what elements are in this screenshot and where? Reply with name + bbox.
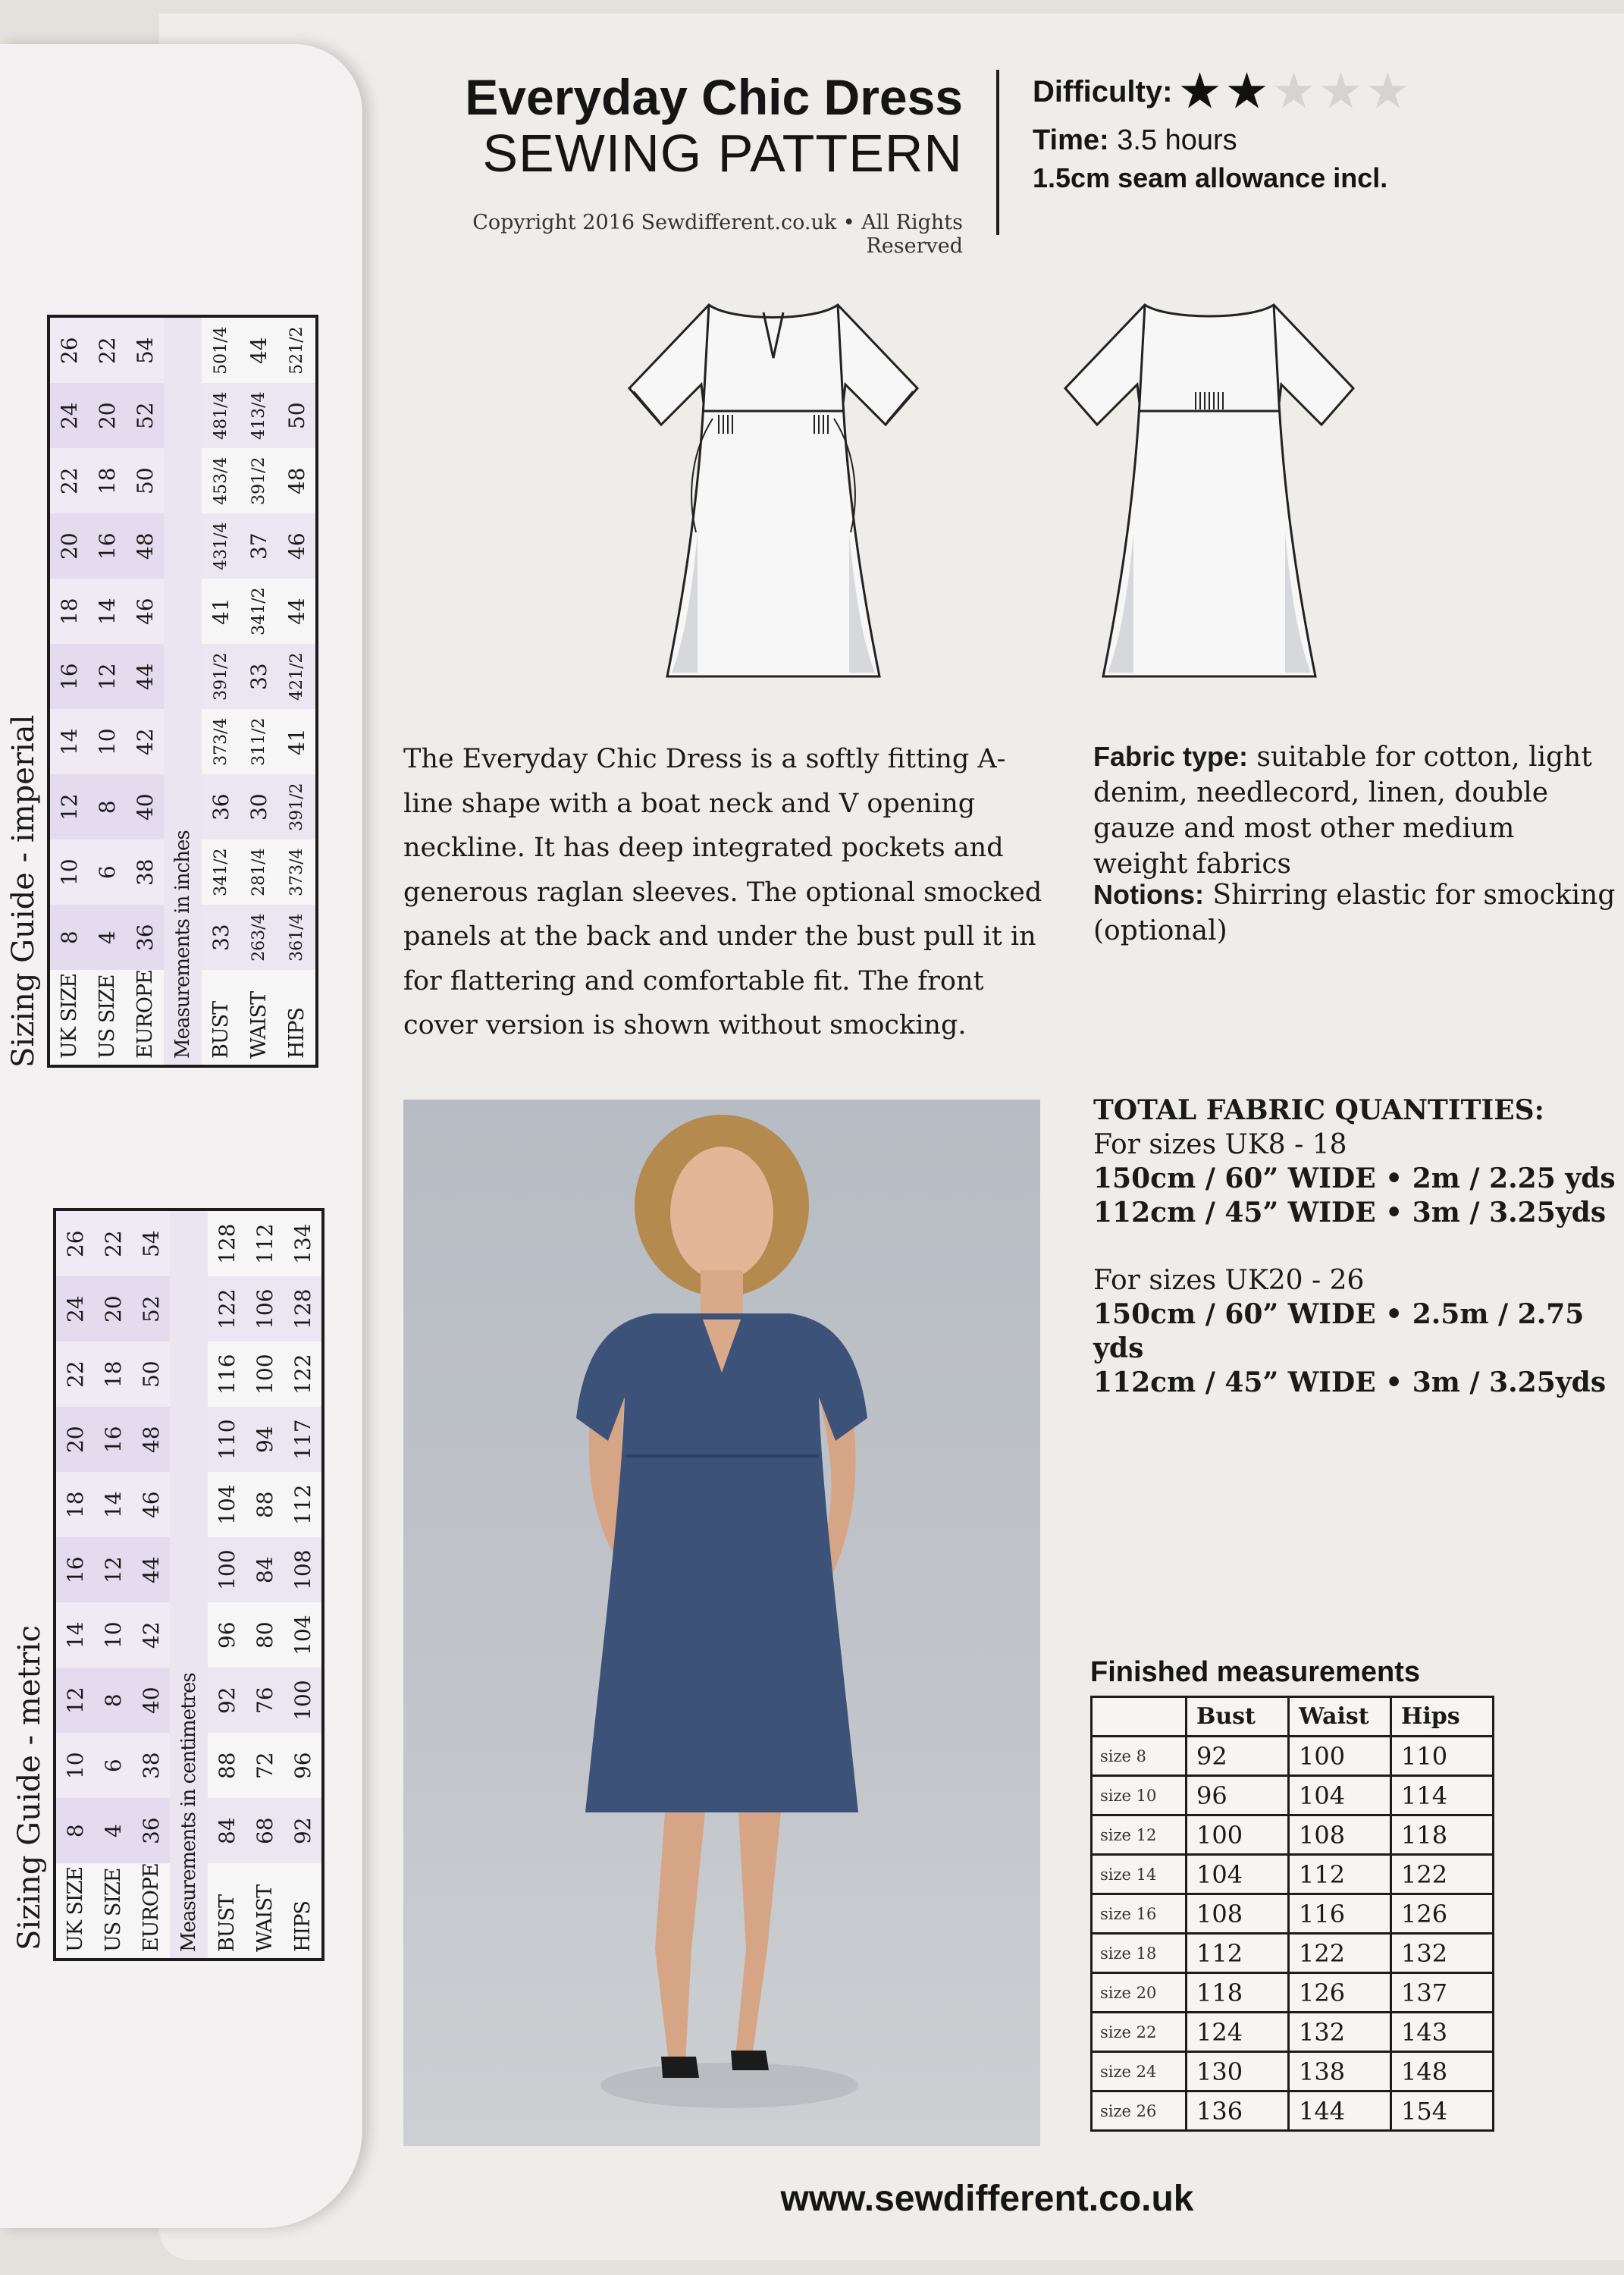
measurement-cell: 122 [208, 1276, 246, 1341]
fabric-type-label: Fabric type: [1093, 741, 1249, 772]
measurement-row [246, 1210, 284, 1960]
size-label: size 24 [1092, 2052, 1187, 2091]
measurement-row [240, 316, 277, 1066]
measurement-cell: 137 [1391, 1973, 1494, 2013]
measurement-cell: 148 [1391, 2052, 1494, 2091]
measurement-cell: 311/2 [249, 717, 268, 766]
size-cell: 36 [126, 905, 164, 970]
measurement-cell: 521/2 [287, 326, 306, 375]
measurement-cell: 341/2 [249, 587, 268, 635]
measurement-cell: 96 [1187, 1776, 1289, 1815]
star-icon: ★ [1274, 67, 1314, 116]
column-header: Waist [1289, 1697, 1391, 1737]
measurement-cell: 96 [214, 1621, 240, 1649]
imperial-sizing-table [47, 315, 318, 1068]
measurement-cell: 413/4 [240, 383, 277, 448]
size-cell: 12 [88, 644, 126, 709]
size-cell: 10 [55, 1733, 94, 1798]
measurement-cell: 92 [1187, 1737, 1289, 1776]
measurement-cell: 100 [1289, 1737, 1391, 1776]
size-cell: 12 [94, 1537, 132, 1602]
measurement-cell: 104 [1187, 1855, 1289, 1894]
measurement-cell: 114 [1391, 1776, 1494, 1815]
measurement-cell: 130 [1187, 2052, 1289, 2091]
measurement-cell: 126 [1391, 1894, 1494, 1934]
seam-allowance: 1.5cm seam allowance incl. [1033, 162, 1388, 193]
table-row [1092, 1737, 1494, 1776]
quantities-group1-line2: 112cm / 45” WIDE • 3m / 3.25yds [1093, 1197, 1607, 1228]
table-row [1092, 1894, 1494, 1934]
measurement-cell: 122 [1391, 1855, 1494, 1894]
table-row [1092, 1776, 1494, 1815]
fabric-type-text: suitable for cotton, light denim, needlecord, linen, double gauze and most other medium weight fabrics [1093, 742, 1592, 880]
size-label: size 22 [1092, 2013, 1187, 2052]
back-view-drawing [1035, 282, 1384, 692]
table-row [1092, 2091, 1494, 2131]
measurement-cell: 108 [1187, 1894, 1289, 1934]
measurement-cell: 118 [1391, 1815, 1494, 1855]
quantities-group2-line1: 150cm / 60” WIDE • 2.5m / 2.75 yds [1093, 1298, 1585, 1364]
measurement-cell: 88 [214, 1752, 240, 1780]
table-row [1092, 2013, 1494, 2052]
measurement-cell: 117 [284, 1407, 323, 1472]
measurement-cell: 84 [208, 1798, 246, 1863]
table-row [1092, 2052, 1494, 2091]
row-label: BUST [208, 1001, 233, 1059]
size-cell: 16 [94, 1407, 132, 1472]
measurement-cell: 112 [1289, 1855, 1391, 1894]
column-header: Bust [1187, 1697, 1289, 1737]
measurement-cell: 37 [240, 513, 277, 579]
measurement-cell: 391/2 [277, 774, 317, 839]
size-cell: 10 [94, 1602, 132, 1668]
measurement-row [202, 316, 240, 1066]
row-label: US SIZE [101, 1868, 125, 1952]
measurement-cell: 341/2 [211, 848, 230, 896]
size-cell: 12 [49, 774, 88, 839]
measurements-unit-label: Measurements in centimetres [170, 1210, 208, 1960]
measurement-cell: 481/4 [202, 383, 240, 448]
size-cell: 44 [126, 644, 164, 709]
measurement-cell: 143 [1391, 2013, 1494, 2052]
size-cell: 42 [132, 1602, 170, 1668]
measurement-cell: 41 [284, 728, 309, 756]
size-cell: 38 [126, 839, 164, 905]
time-label: Time: [1033, 124, 1109, 156]
measurement-cell: 80 [252, 1621, 277, 1649]
size-row [94, 1210, 132, 1960]
column-header [1092, 1697, 1187, 1737]
size-cell: 20 [94, 1276, 132, 1341]
table-row [1092, 1934, 1494, 1973]
measurement-cell: 116 [1289, 1894, 1391, 1934]
measurement-cell: 108 [284, 1537, 323, 1602]
size-cell: 22 [49, 448, 88, 513]
measurement-cell: 33 [202, 905, 240, 970]
row-label: HIPS [290, 1901, 315, 1952]
finished-measurements-title: Finished measurements [1090, 1656, 1421, 1688]
notions [1093, 877, 1616, 949]
page-subtitle: SEWING PATTERN [482, 124, 963, 183]
size-label: size 26 [1092, 2091, 1187, 2131]
size-row [126, 316, 164, 1066]
measurement-cell: 68 [246, 1798, 284, 1863]
measurement-cell: 33 [240, 644, 277, 709]
measurement-cell: 36 [202, 774, 240, 839]
size-cell: 6 [94, 1733, 132, 1798]
measurement-cell: 144 [1289, 2091, 1391, 2131]
measurements-unit-label: Measurements in inches [164, 316, 202, 1066]
difficulty-stars [1172, 67, 1408, 116]
measurement-cell: 126 [1289, 1973, 1391, 2013]
size-cell: 40 [126, 774, 164, 839]
header-divider [996, 70, 999, 235]
row-label: UK SIZE [57, 973, 81, 1059]
measurement-cell: 44 [246, 337, 271, 365]
measurement-cell: 110 [208, 1407, 246, 1472]
metric-guide [53, 1208, 324, 1961]
measurement-cell: 134 [290, 1223, 315, 1264]
size-cell: 24 [49, 383, 88, 448]
measurement-cell: 50 [277, 383, 317, 448]
table-row [1092, 1815, 1494, 1855]
quantities-group1-label: For sizes UK8 - 18 [1093, 1129, 1347, 1160]
size-cell: 6 [88, 839, 126, 905]
row-label: US SIZE [95, 974, 119, 1059]
row-label: EUROPE [133, 970, 157, 1059]
time-value: 3.5 hours [1117, 124, 1237, 156]
size-cell: 52 [126, 383, 164, 448]
size-cell: 16 [88, 513, 126, 579]
measurement-cell: 92 [208, 1668, 246, 1733]
size-cell: 4 [88, 905, 126, 970]
measurement-cell: 154 [1391, 2091, 1494, 2131]
measurement-cell: 453/4 [211, 457, 230, 505]
size-cell: 10 [49, 839, 88, 905]
size-cell: 22 [55, 1341, 94, 1407]
measurement-cell: 132 [1289, 2013, 1391, 2052]
measurement-cell: 72 [252, 1752, 277, 1780]
fabric-type [1093, 739, 1616, 882]
size-cell: 18 [88, 448, 126, 513]
row-label: UK SIZE [63, 1866, 87, 1952]
size-cell: 26 [49, 316, 88, 383]
measurement-cell: 108 [1289, 1815, 1391, 1855]
measurement-cell: 46 [277, 513, 317, 579]
quantities-group2-line2: 112cm / 45” WIDE • 3m / 3.25yds [1093, 1367, 1607, 1398]
measurement-cell: 391/2 [249, 457, 268, 505]
notions-label: Notions: [1093, 879, 1204, 910]
measurement-cell: 106 [246, 1276, 284, 1341]
measurement-row [284, 1210, 323, 1960]
measurement-cell: 112 [1187, 1934, 1289, 1973]
size-row [132, 1210, 170, 1960]
measurement-cell: 44 [284, 598, 309, 626]
size-cell: 8 [94, 1668, 132, 1733]
page-title: Everyday Chic Dress [465, 69, 963, 125]
size-cell: 14 [49, 709, 88, 774]
size-cell: 20 [88, 383, 126, 448]
size-cell: 44 [132, 1537, 170, 1602]
size-cell: 20 [49, 513, 88, 579]
size-cell: 46 [132, 1472, 170, 1537]
measurement-row [208, 1210, 246, 1960]
measurement-cell: 76 [246, 1668, 284, 1733]
measurement-cell: 128 [214, 1223, 240, 1264]
measurement-cell: 122 [1289, 1934, 1391, 1973]
star-icon: ★ [1227, 67, 1267, 116]
row-label: HIPS [284, 1008, 309, 1059]
measurement-cell: 100 [208, 1537, 246, 1602]
measurement-cell: 501/4 [211, 326, 230, 375]
measurement-cell: 361/4 [277, 905, 317, 970]
star-icon: ★ [1180, 67, 1220, 116]
size-label: size 10 [1092, 1776, 1187, 1815]
imperial-guide [47, 315, 318, 1068]
size-label: size 14 [1092, 1855, 1187, 1894]
website-url: www.sewdifferent.co.uk [780, 2179, 1194, 2219]
fabric-quantities [1093, 1094, 1616, 1400]
measurement-cell: 104 [214, 1484, 240, 1525]
size-label: size 16 [1092, 1894, 1187, 1934]
size-row [49, 316, 88, 1066]
measurement-cell: 373/4 [211, 717, 230, 766]
measurement-cell: 110 [1391, 1737, 1494, 1776]
finished-measurements-table [1090, 1696, 1494, 2132]
measurement-cell: 138 [1289, 2052, 1391, 2091]
measurement-cell: 116 [214, 1354, 240, 1395]
size-cell: 26 [55, 1210, 94, 1276]
row-label: WAIST [246, 991, 271, 1059]
size-cell: 50 [126, 448, 164, 513]
size-cell: 8 [88, 774, 126, 839]
star-icon: ★ [1321, 67, 1361, 116]
measurement-cell: 431/4 [202, 513, 240, 579]
size-label: size 12 [1092, 1815, 1187, 1855]
size-cell: 22 [94, 1210, 132, 1276]
measurement-cell: 391/2 [202, 644, 240, 709]
measurement-cell: 132 [1391, 1934, 1494, 1973]
metric-guide-label: Sizing Guide - metric [12, 1625, 47, 1950]
size-cell: 18 [94, 1341, 132, 1407]
measurement-cell: 122 [290, 1354, 315, 1395]
star-icon: ★ [1368, 67, 1408, 116]
measurement-cell: 281/4 [249, 848, 268, 896]
measurement-cell: 104 [290, 1614, 315, 1655]
size-cell: 20 [55, 1407, 94, 1472]
measurement-cell: 100 [1187, 1815, 1289, 1855]
difficulty-label: Difficulty: [1033, 74, 1173, 108]
size-cell: 54 [126, 316, 164, 383]
size-cell: 52 [132, 1276, 170, 1341]
size-cell: 48 [126, 513, 164, 579]
row-label: BUST [215, 1894, 239, 1952]
size-cell: 14 [55, 1602, 94, 1668]
column-header: Hips [1391, 1697, 1494, 1737]
size-cell: 16 [49, 644, 88, 709]
quantities-group2-label: For sizes UK20 - 26 [1093, 1265, 1365, 1296]
measurement-cell: 118 [1187, 1973, 1289, 2013]
measurement-cell: 112 [290, 1484, 315, 1525]
measurement-cell: 128 [284, 1276, 323, 1341]
quantities-heading: TOTAL FABRIC QUANTITIES: [1093, 1094, 1544, 1126]
table-row [1092, 1973, 1494, 2013]
measurement-cell: 88 [252, 1491, 277, 1519]
size-cell: 18 [55, 1472, 94, 1537]
size-cell: 12 [55, 1668, 94, 1733]
measurement-cell: 100 [252, 1354, 277, 1395]
size-cell: 46 [126, 579, 164, 644]
size-cell: 36 [132, 1798, 170, 1863]
size-cell: 42 [126, 709, 164, 774]
measurement-cell: 94 [246, 1407, 284, 1472]
difficulty [1033, 67, 1408, 116]
notions-text: Shirring elastic for smocking (optional) [1093, 880, 1616, 946]
front-view-drawing [599, 282, 948, 692]
imperial-guide-label: Sizing Guide - imperial [6, 714, 41, 1068]
size-cell: 14 [94, 1472, 132, 1537]
measurement-cell: 112 [252, 1223, 277, 1264]
size-cell: 18 [49, 579, 88, 644]
size-cell: 14 [88, 579, 126, 644]
size-cell: 4 [94, 1798, 132, 1863]
size-cell: 8 [55, 1798, 94, 1863]
table-row [1092, 1855, 1494, 1894]
measurement-cell: 48 [284, 467, 309, 495]
metric-sizing-table [53, 1208, 324, 1961]
measurement-cell: 124 [1187, 2013, 1289, 2052]
model-photo [403, 1100, 1040, 2146]
measurement-cell: 100 [284, 1668, 323, 1733]
size-cell: 50 [132, 1341, 170, 1407]
measurement-cell: 373/4 [287, 848, 306, 896]
measurement-cell: 263/4 [240, 905, 277, 970]
size-cell: 22 [88, 316, 126, 383]
size-cell: 10 [88, 709, 126, 774]
measurement-cell: 104 [1289, 1776, 1391, 1815]
measurement-cell: 136 [1187, 2091, 1289, 2131]
row-label: EUROPE [139, 1863, 163, 1952]
quantities-group1-line1: 150cm / 60” WIDE • 2m / 2.25 yds [1093, 1163, 1616, 1194]
size-cell: 38 [132, 1733, 170, 1798]
row-label: WAIST [252, 1884, 277, 1952]
size-label: size 8 [1092, 1737, 1187, 1776]
size-row [55, 1210, 94, 1960]
measurement-cell: 84 [246, 1537, 284, 1602]
size-cell: 24 [55, 1276, 94, 1341]
measurement-cell: 96 [290, 1752, 315, 1780]
copyright: Copyright 2016 Sewdifferent.co.uk • All Rights Reserved [472, 211, 963, 258]
description: The Everyday Chic Dress is a softly fitting A-line shape with a boat neck and V opening neckline. It has deep integrated pockets and generous raglan sleeves. The optional smocked panels at the back and under the bust pull it in for flattering and comfortable fit. The front cover version is shown without smocking. [403, 744, 1042, 1040]
measurement-row [277, 316, 317, 1066]
size-cell: 48 [132, 1407, 170, 1472]
size-label: size 20 [1092, 1973, 1187, 2013]
time [1033, 124, 1237, 157]
measurement-cell: 92 [284, 1798, 323, 1863]
measurement-cell: 30 [240, 774, 277, 839]
size-cell: 16 [55, 1537, 94, 1602]
size-cell: 8 [49, 905, 88, 970]
size-row [88, 316, 126, 1066]
size-label: size 18 [1092, 1934, 1187, 1973]
size-cell: 40 [132, 1668, 170, 1733]
size-cell: 54 [132, 1210, 170, 1276]
measurement-cell: 41 [208, 598, 234, 626]
measurement-cell: 421/2 [277, 644, 317, 709]
